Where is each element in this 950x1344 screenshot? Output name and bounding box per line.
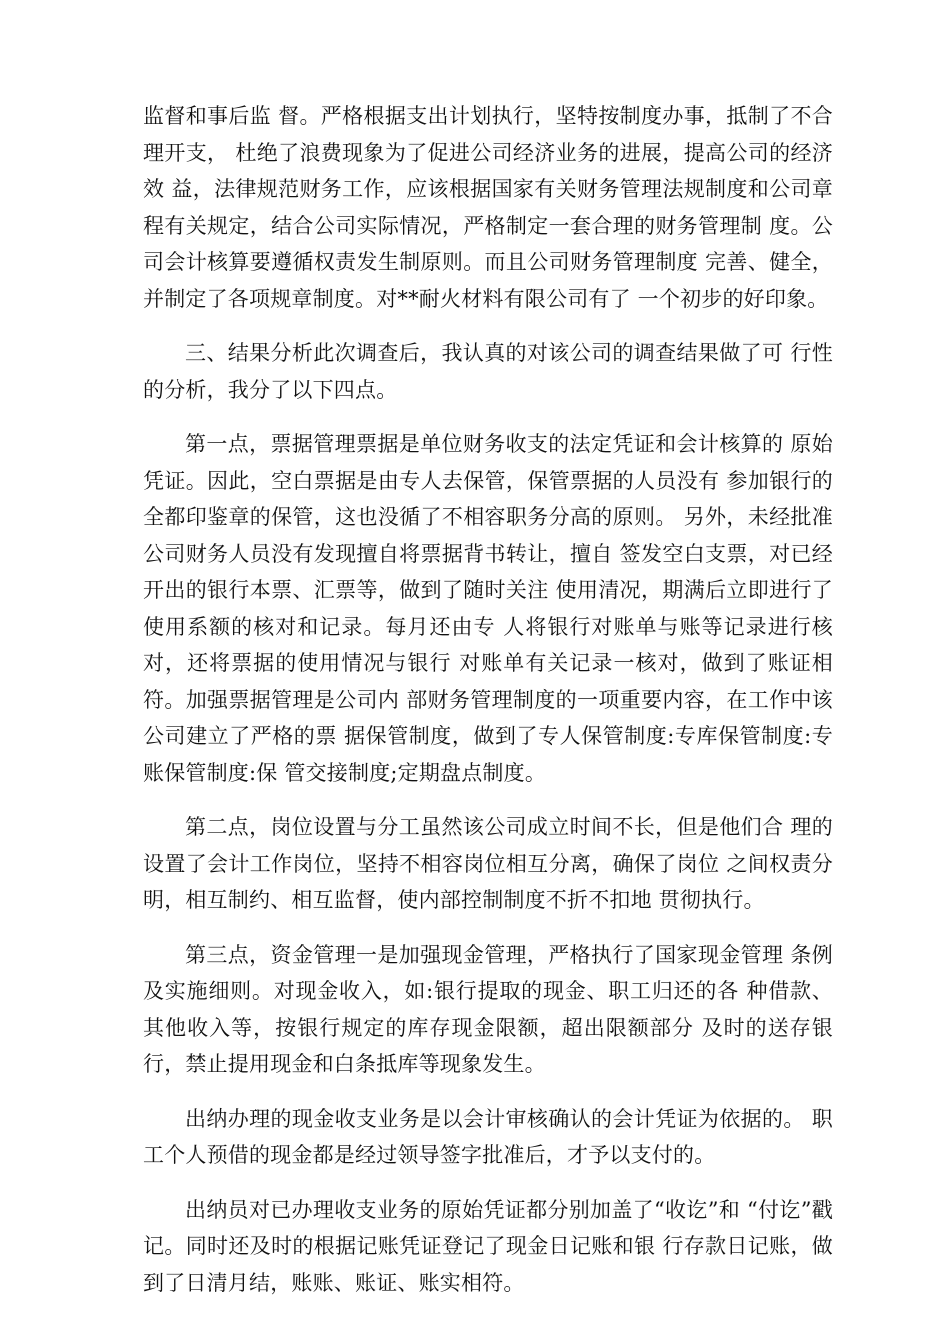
paragraph-cashier-stamps: 出纳员对已办理收支业务的原始凭证都分别加盖了“收讫”和 “付讫”戳记。同时还及时的根据记账凭证登记了现金日记账和银 行存款日记账，做到了日清月结，账账、账证、账实相符。 [143,1197,833,1295]
paragraph-results-analysis: 三、结果分析此次调查后，我认真的对该公司的调查结果做了可 行性的分析，我分了以下四点。 [143,341,833,402]
paragraph-point-two: 第二点，岗位设置与分工虽然该公司成立时间不长，但是他们合 理的设置了会计工作岗位，坚持不相容岗位相互分离，确保了岗位 之间权责分明，相互制约、相互监督，使内部控制制度不折不扣地 贯彻执行。 [143,815,833,912]
paragraph-continuation: 监督和事后监 督。严格根据支出计划执行，坚特按制度办事，抵制了不合理开支， 杜绝了浪费现象为了促进公司经济业务的进展，提高公司的经济效 益，法律规范财务工作，应该根据国家有关财务管理法规制度和公司章 程有关规定，结合公司实际情况，严格制定一套合理的财务管理制 度。公司会计核算要遵循权责发生制原则。而且公司财务管理制度 完善、健全，并制定了各项规章制度。对**耐火材料有限公司有了 一个初步的好印象。 [143,104,833,311]
paragraph-point-three: 第三点，资金管理一是加强现金管理，严格执行了国家现金管理 条例及实施细则。对现金收入，如:银行提取的现金、职工归还的各 种借款、其他收入等，按银行规定的库存现金限额，超出限额部分 及时的送存银行，禁止提用现金和白条抵库等现象发生。 [143,942,833,1076]
paragraph-cashier-business: 出纳办理的现金收支业务是以会计审核确认的会计凭证为依据的。 职工个人预借的现金都是经过领导签字批准后，才予以支付的。 [143,1106,833,1167]
document-body [143,98,833,1319]
paragraph-point-one: 第一点，票据管理票据是单位财务收支的法定凭证和会计核算的 原始凭证。因此，空白票据是由专人去保管，保管票据的人员没有 参加银行的全都印鉴章的保管，这也没循了不相容职务分高的原则。 另外，未经批准公司财务人员没有发现擅自将票据背书转让，擅自 签发空白支票，对已经开出的银行本票、汇票等，做到了随时关注 使用清况，期满后立即进行了使用系额的核对和记录。每月还由专 人将银行对账单与账等记录进行核对，还将票据的使用情况与银行 对账单有关记录一核对，做到了账证相符。加强票据管理是公司内 部财务管理制度的一项重要内容，在工作中该公司建立了严格的票 据保管制度，做到了专人保管制度:专库保管制度:专账保管制度:保 管交接制度;定期盘点制度。 [143,432,833,785]
